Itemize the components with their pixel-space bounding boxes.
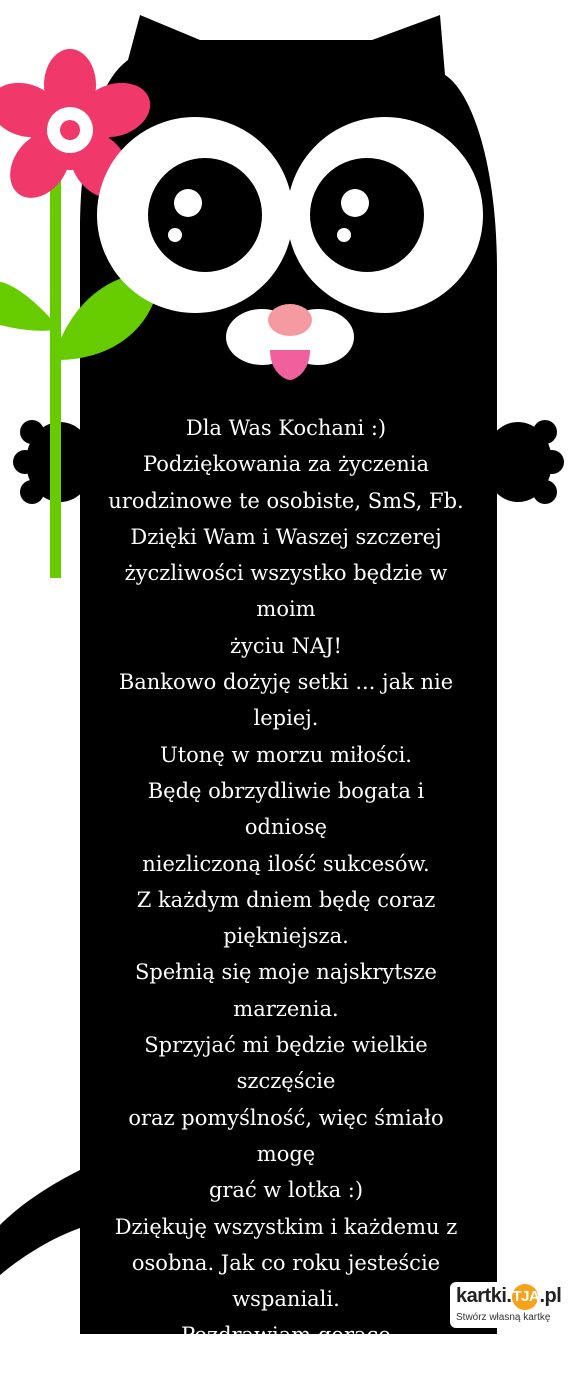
brand-name: kartki.TJA.pl (456, 1284, 561, 1310)
message-line: Utonę w morzu miłości. (160, 742, 412, 767)
message-line: grać w lotka :) (208, 1178, 364, 1203)
message-line: Będę obrzydliwie bogata i odniosę (147, 778, 425, 840)
message-line: Dla Was Kochani :) (185, 416, 387, 440)
message-line: Dzięki Wam i Waszej szczerej (130, 524, 442, 549)
message-line: Dziękuję wszystkim i każdemu z (114, 1214, 458, 1239)
message-line: urodzinowe te osobiste, SmS, Fb. (108, 488, 464, 513)
cat-nose (268, 304, 312, 336)
message-line: OLA :* (250, 1359, 322, 1384)
message-line: Sprzyjać mi będzie wielkie szczęście (144, 1033, 428, 1094)
message-line: wspaniali. (232, 1287, 340, 1312)
message-line: osobna. Jak co roku jesteście (131, 1250, 441, 1275)
brand-logo[interactable] (450, 1282, 564, 1328)
message-line: Podziękowania za życzenia (142, 452, 430, 477)
message-line: niezliczoną ilość sukcesów. (142, 851, 430, 876)
message-line: Bankowo dożyję setki ... jak nie (118, 670, 454, 695)
message-line: piękniejsza. (223, 924, 349, 949)
message-line: Pozdrawiam gorąco (181, 1323, 391, 1348)
flower-leaf-left (0, 282, 52, 331)
message-line: lepiej. (253, 706, 319, 731)
cat-right-paw (484, 420, 564, 504)
cat-tail (0, 1170, 80, 1275)
message-line: życzliwości wszystko będzie w moim (124, 561, 448, 622)
brand-badge: TJA (512, 1284, 538, 1310)
message-line: oraz pomyślność, więc śmiało mogę (128, 1105, 444, 1166)
message-line: Spełnią się moje najskrytsze (135, 960, 437, 985)
brand-tagline: Stwórz własną kartkę (456, 1312, 551, 1323)
flower-stem (50, 170, 61, 578)
greeting-message (108, 410, 464, 1390)
message-line: marzenia. (233, 996, 339, 1021)
cat-left-eye (97, 117, 293, 313)
message-line: życiu NAJ! (229, 633, 342, 658)
cat-right-eye (287, 117, 483, 313)
message-line: Z każdym dniem będę coraz (136, 887, 436, 912)
